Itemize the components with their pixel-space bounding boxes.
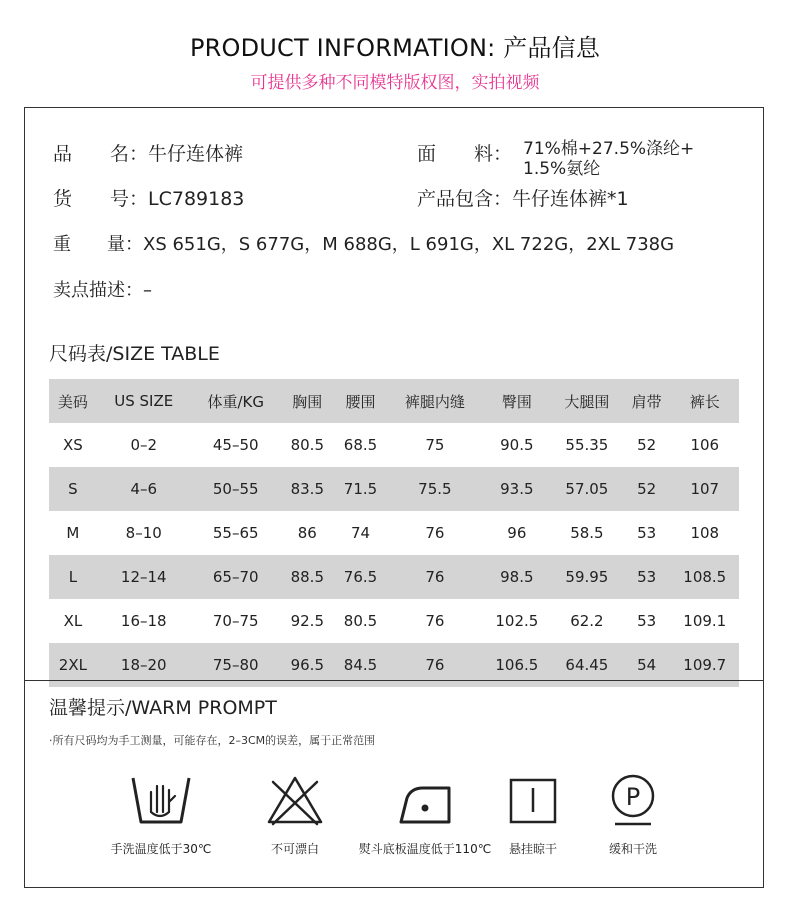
page-title: PRODUCT INFORMATION: 产品信息 (189, 34, 601, 62)
table-cell: 90.5 (500, 436, 534, 454)
table-cell: 45–50 (212, 436, 259, 454)
table-cell: 52 (637, 480, 657, 498)
care-item-dry-clean (563, 772, 703, 857)
table-cell: 74 (350, 524, 371, 542)
table-cell: 71.5 (343, 480, 378, 498)
product-name-row (53, 139, 243, 166)
selling-label: 卖点描述： (53, 280, 143, 301)
hang-dry-icon (508, 772, 558, 828)
table-cell: 62.2 (570, 612, 604, 630)
table-header-cell: 美码 (57, 392, 88, 411)
table-cell: 8–10 (125, 524, 162, 542)
hand-wash-icon (129, 772, 193, 828)
table-header-cell: 腰围 (345, 392, 376, 411)
table-cell: 107 (690, 480, 720, 498)
table-cell: 12–14 (120, 568, 167, 586)
table-cell: 76 (425, 656, 445, 674)
package-row (417, 184, 629, 211)
weight-label: 重 量： (53, 234, 143, 255)
table-header-cell: 裤长 (689, 392, 720, 411)
page-subtitle: 可提供多种不同模特版权图，实拍视频 (250, 73, 540, 93)
gentle-dry-clean-icon (605, 772, 661, 828)
care-label: 手洗温度低于30℃ (110, 842, 212, 856)
product-name-value: 牛仔连体裤 (148, 143, 244, 165)
package-label: 产品包含： (417, 188, 513, 210)
table-cell: L (68, 568, 78, 586)
table-header-cell: 胸围 (292, 392, 323, 411)
table-header-cell: 体重/KG (207, 392, 264, 411)
table-cell: 70–75 (212, 612, 259, 630)
table-cell: 106 (690, 436, 720, 454)
table-row (49, 511, 739, 555)
section-divider (24, 680, 764, 681)
table-cell: 53 (637, 568, 657, 586)
product-name-label: 品 名： (53, 143, 149, 165)
table-header-cell: 裤腿内缝 (404, 392, 465, 411)
table-cell: 80.5 (290, 436, 324, 454)
table-cell: 75 (425, 436, 445, 454)
sku-row (53, 184, 244, 211)
table-row (49, 423, 739, 467)
care-label: 不可漂白 (270, 842, 319, 856)
table-cell: 96.5 (290, 656, 324, 674)
table-cell: 55.35 (565, 436, 609, 454)
table-cell: 86 (297, 524, 317, 542)
size-table-header (49, 379, 739, 423)
table-cell: 57.05 (565, 480, 609, 498)
table-cell: 59.95 (565, 568, 609, 586)
table-cell: 75–80 (212, 656, 259, 674)
table-cell: XL (63, 612, 83, 630)
svg-text:P: P (625, 783, 641, 811)
care-label: 熨斗底板温度低于110℃ (358, 842, 492, 856)
no-bleach-icon (265, 772, 325, 828)
table-cell: 18–20 (120, 656, 167, 674)
table-row (49, 555, 739, 599)
table-cell: 76 (425, 568, 445, 586)
weight-row (53, 230, 674, 256)
sku-value: LC789183 (148, 188, 245, 210)
material-value-line1: 71%棉+27.5%涤纶+ (523, 139, 695, 159)
table-cell: 106.5 (495, 656, 539, 674)
table-cell: 53 (637, 612, 657, 630)
table-cell: 109.1 (683, 612, 727, 630)
table-header-cell: 肩带 (631, 392, 662, 411)
table-cell: 2XL (58, 656, 87, 674)
table-header-cell: US SIZE (114, 392, 174, 410)
warm-prompt-note: ·所有尺码均为手工测量，可能存在，2–3CM的误差，属于正常范围 (49, 734, 376, 747)
table-cell: 98.5 (500, 568, 534, 586)
material-value (523, 139, 694, 179)
table-cell: 102.5 (495, 612, 539, 630)
table-cell: 83.5 (290, 480, 324, 498)
table-cell: 92.5 (290, 612, 324, 630)
table-cell: 93.5 (500, 480, 534, 498)
table-cell: 108.5 (683, 568, 727, 586)
table-cell: 76 (425, 524, 445, 542)
care-item-no-bleach (225, 772, 365, 857)
table-cell: 84.5 (343, 656, 378, 674)
iron-icon (393, 772, 457, 828)
material-value-line2: 1.5%氨纶 (523, 159, 601, 179)
sku-label: 货 号： (53, 188, 149, 210)
table-cell: 55–65 (212, 524, 259, 542)
table-cell: 53 (637, 524, 657, 542)
table-cell: 64.45 (565, 656, 609, 674)
table-cell: 58.5 (570, 524, 604, 542)
care-item-hand-wash (91, 772, 231, 857)
table-cell: 76.5 (343, 568, 378, 586)
weight-value: XS 651G，S 677G，M 688G，L 691G，XL 722G，2XL 738G (143, 234, 675, 255)
size-table (49, 379, 739, 687)
table-cell: 80.5 (343, 612, 378, 630)
table-cell: 0–2 (130, 436, 158, 454)
table-cell: 4–6 (130, 480, 158, 498)
table-cell: 76 (425, 612, 445, 630)
selling-value: – (143, 280, 152, 301)
care-label: 缓和干洗 (608, 842, 657, 856)
material-row (417, 139, 512, 166)
care-label: 悬挂晾干 (508, 842, 557, 856)
table-header-cell: 大腿围 (564, 392, 610, 411)
table-cell: 109.7 (683, 656, 727, 674)
table-cell: S (68, 480, 78, 498)
selling-row (53, 276, 152, 302)
warm-prompt-title: 温馨提示/WARM PROMPT (49, 697, 277, 719)
package-value: 牛仔连体裤*1 (512, 188, 629, 210)
table-row (49, 599, 739, 643)
table-cell: 75.5 (418, 480, 452, 498)
material-label: 面 料： (417, 143, 513, 165)
table-cell: 50–55 (212, 480, 259, 498)
table-cell: M (66, 524, 80, 542)
table-cell: 54 (637, 656, 657, 674)
table-cell: 16–18 (120, 612, 167, 630)
table-cell: 88.5 (290, 568, 324, 586)
table-cell: 52 (637, 436, 657, 454)
table-header-cell: 臀围 (501, 392, 532, 411)
table-cell: 96 (507, 524, 527, 542)
table-cell: XS (62, 436, 83, 454)
table-cell: 108 (690, 524, 720, 542)
table-cell: 65–70 (212, 568, 259, 586)
size-table-title: 尺码表/SIZE TABLE (49, 343, 220, 365)
table-row (49, 467, 739, 511)
table-cell: 68.5 (343, 436, 378, 454)
